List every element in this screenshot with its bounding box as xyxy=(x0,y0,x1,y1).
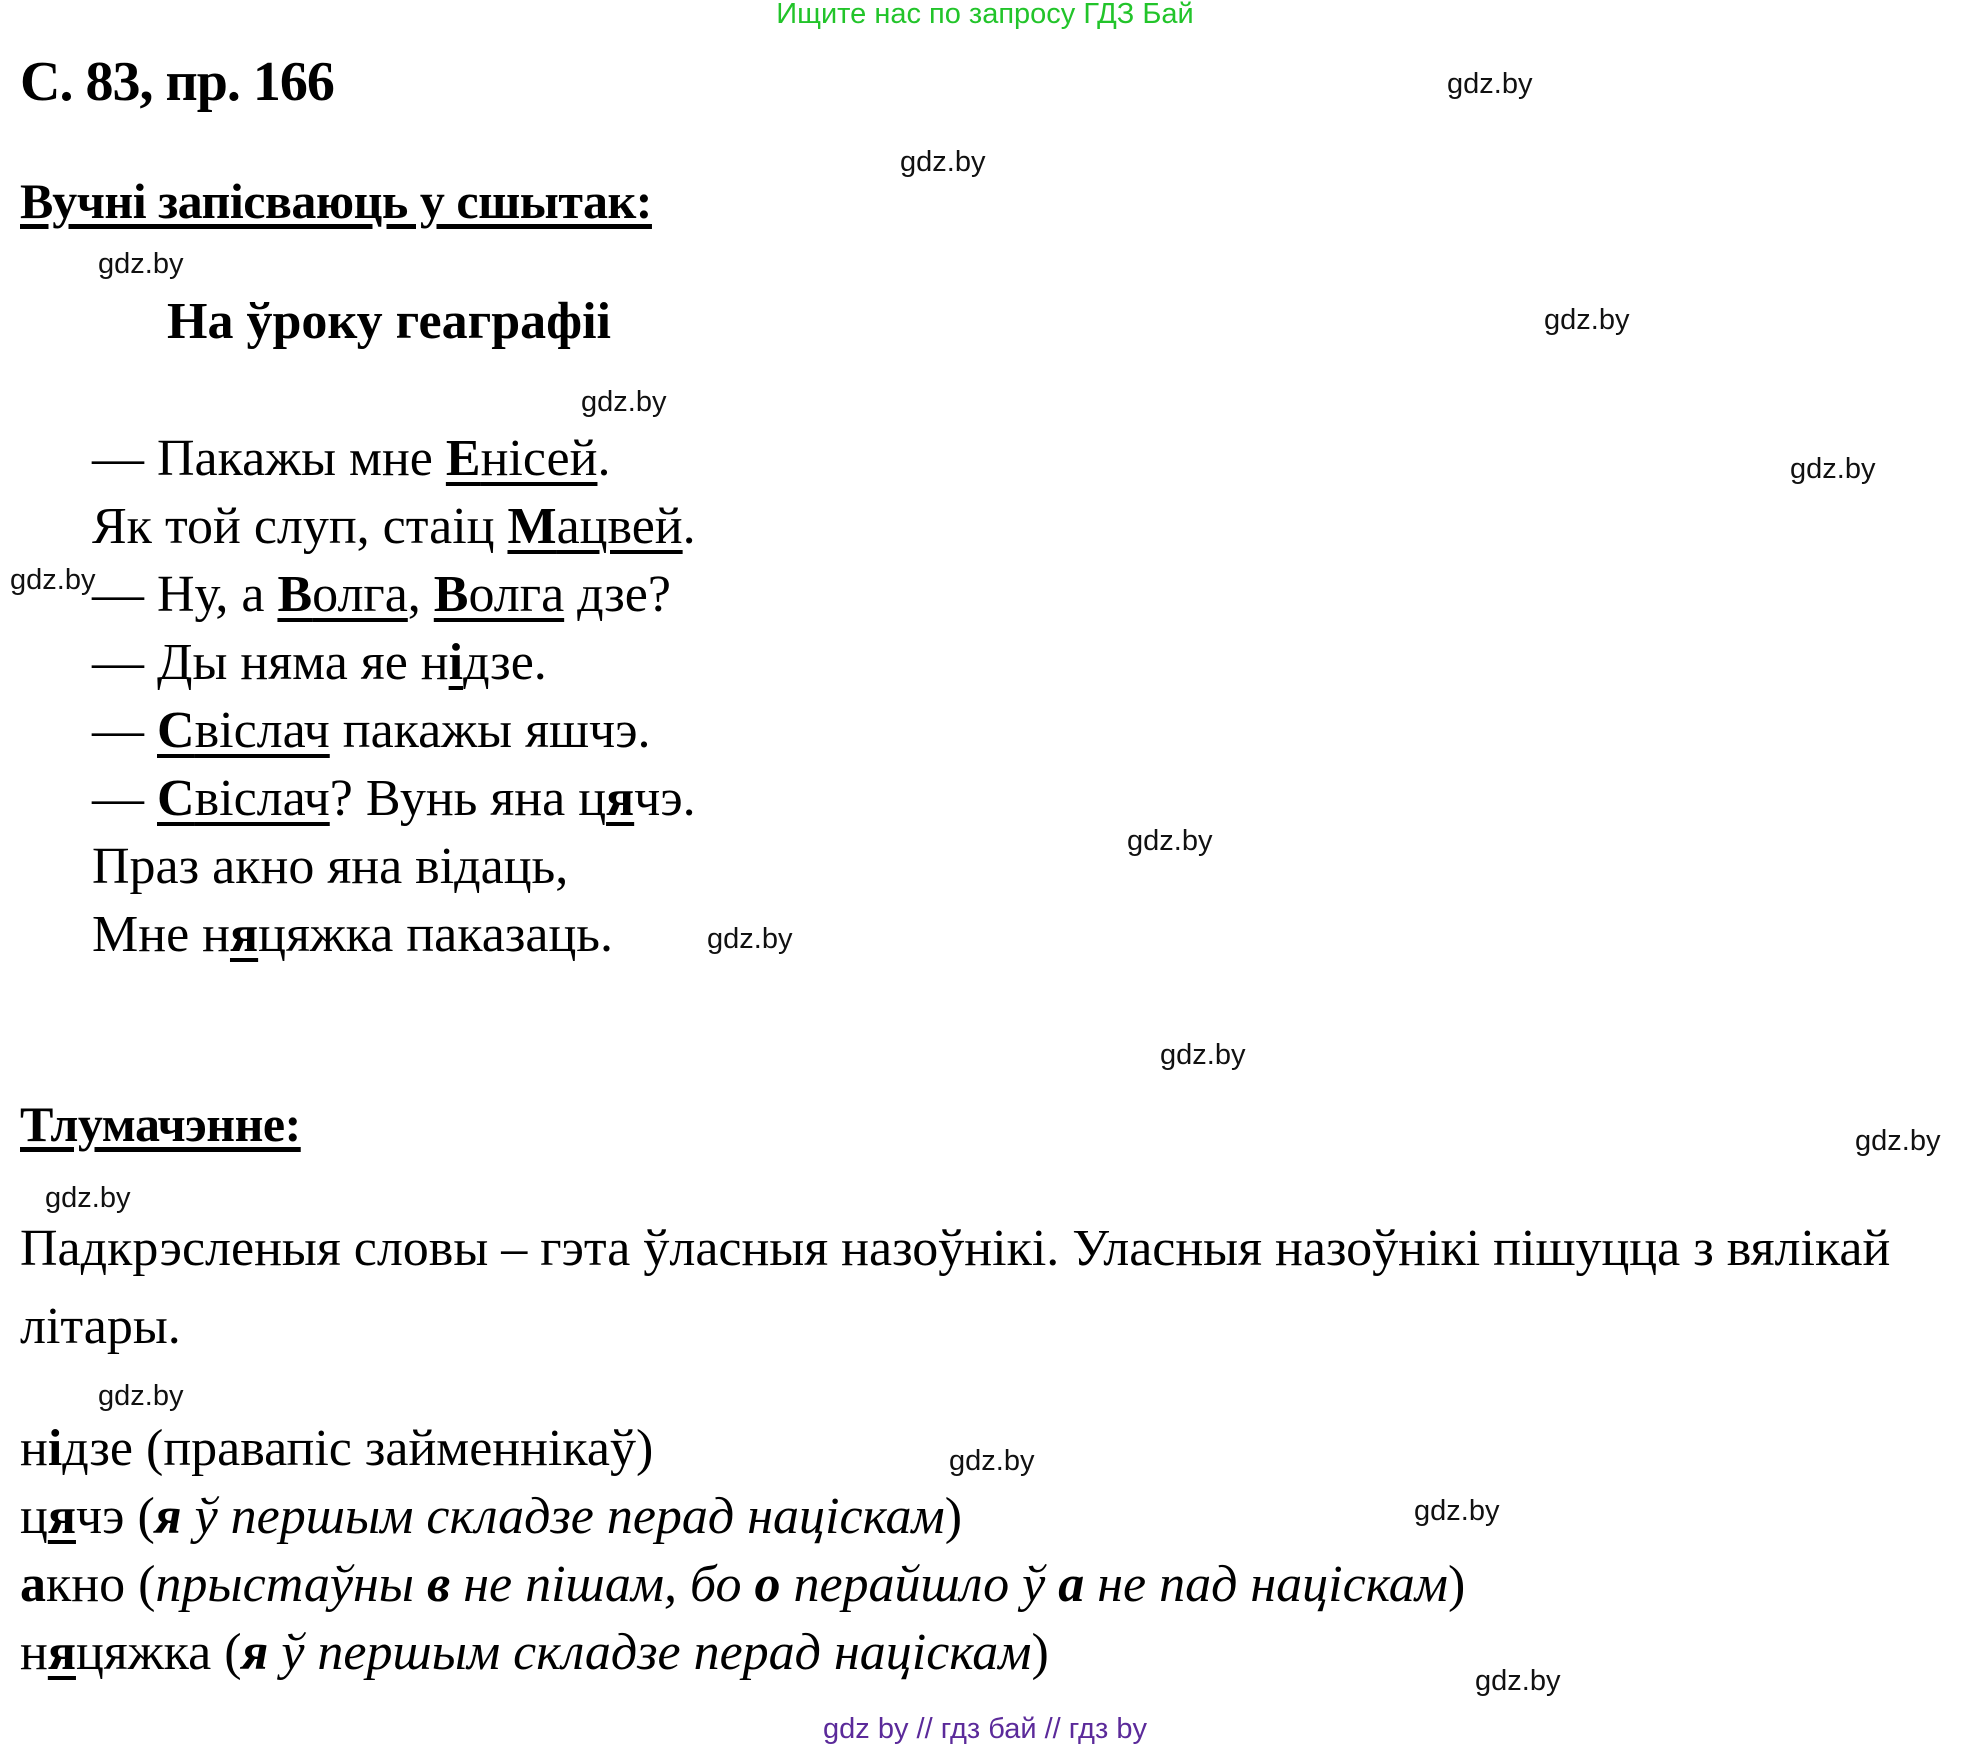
poem-line: Мне няцяжка паказаць. xyxy=(92,906,613,963)
section-heading-explanation: Тлумачэнне: xyxy=(20,1096,301,1152)
watermark: gdz.by xyxy=(1544,304,1630,336)
search-banner[interactable]: Ищите нас по запросу ГДЗ Бай xyxy=(776,0,1194,30)
poem-line: — Ну, а Волга, Волга дзе? xyxy=(92,566,671,623)
watermark: gdz.by xyxy=(98,1380,184,1412)
note-item: акно (прыстаўны в не пішам, бо о перайшло ў а не пад націскам) xyxy=(20,1556,1466,1613)
watermark: gdz.by xyxy=(1790,453,1876,485)
poem xyxy=(92,425,696,969)
poem-line: Праз акно яна відаць, xyxy=(92,838,569,895)
watermark: gdz.by xyxy=(98,248,184,280)
poem-line: — Пакажы мне Енісей. xyxy=(92,430,611,487)
watermark: gdz.by xyxy=(1127,825,1213,857)
poem-line: Як той слуп, стаіц Мацвей. xyxy=(92,498,696,555)
watermark: gdz.by xyxy=(900,146,986,178)
note-item: нідзе (правапіс займеннікаў) xyxy=(20,1420,654,1477)
note-item: няцяжка (я ў першым складзе перад націскам) xyxy=(20,1624,1049,1681)
poem-line: — Свіслач? Вунь яна цячэ. xyxy=(92,770,696,827)
watermark: gdz.by xyxy=(949,1445,1035,1477)
page-title: С. 83, пр. 166 xyxy=(20,51,334,113)
explanation-text: Падкрэсленыя словы – гэта ўласныя назоўнікі. Уласныя назоўнікі пішуцца з вялікай літары. xyxy=(20,1220,1891,1355)
watermark: gdz.by xyxy=(581,386,667,418)
footer-links[interactable]: gdz by // гдз бай // гдз by xyxy=(823,1713,1147,1745)
note-item: цячэ (я ў першым складзе перад націскам) xyxy=(20,1488,963,1545)
watermark: gdz.by xyxy=(1160,1039,1246,1071)
watermark: gdz.by xyxy=(1475,1665,1561,1697)
watermark: gdz.by xyxy=(1447,68,1533,100)
watermark: gdz.by xyxy=(10,564,96,596)
poem-title: На ўроку геаграфіі xyxy=(167,293,612,350)
watermark: gdz.by xyxy=(1855,1125,1941,1157)
section-heading-notebook: Вучні запісваюць у сшытак: xyxy=(20,173,652,229)
watermark: gdz.by xyxy=(45,1182,131,1214)
poem-line: — Свіслач пакажы яшчэ. xyxy=(92,702,651,759)
watermark: gdz.by xyxy=(707,923,793,955)
watermark: gdz.by xyxy=(1414,1495,1500,1527)
spelling-notes xyxy=(20,1415,1465,1687)
poem-line: — Ды няма яе нідзе. xyxy=(92,634,547,691)
